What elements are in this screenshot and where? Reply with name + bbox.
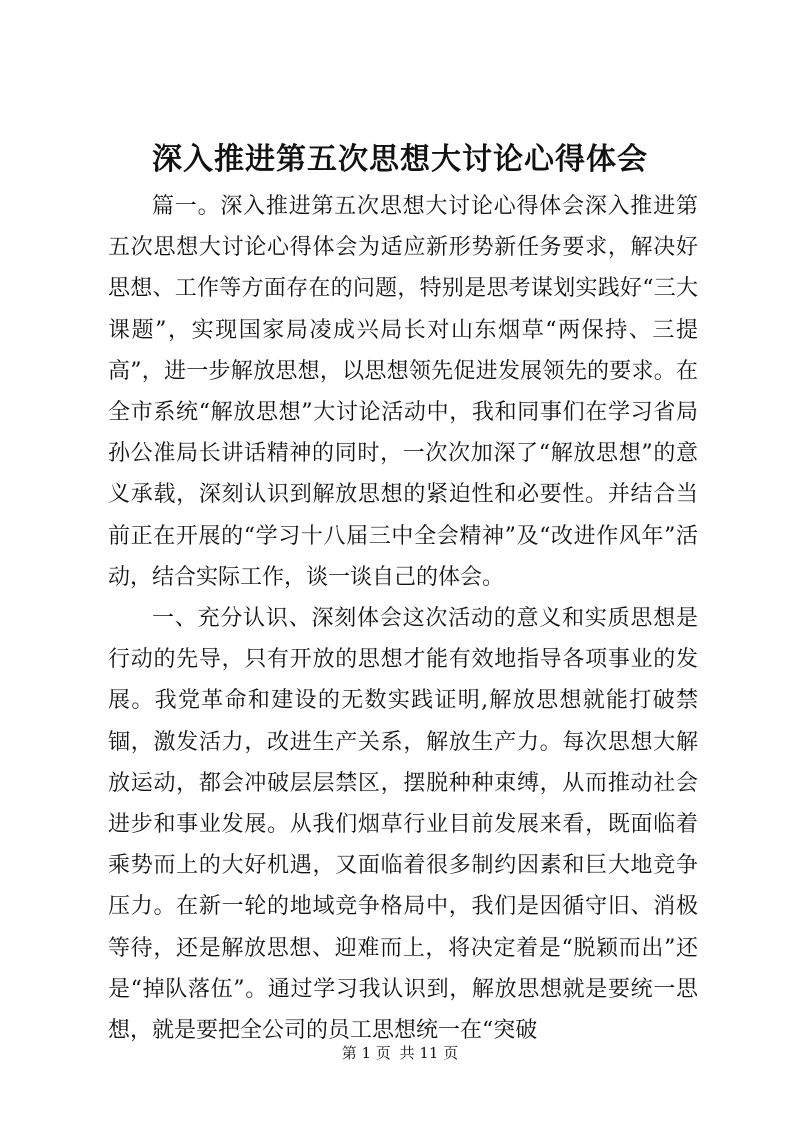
page-number: 第 1 页: [341, 1044, 391, 1062]
document-body: [108, 186, 698, 1051]
paragraph-section-one: 一、充分认识、深刻体会这次活动的意义和实质思想是行动的先导，只有开放的思想才能有效地指导各项事业的发展。我党革命和建设的无数实践证明,解放思想就能打破禁锢，激发活力，改进生产关系，解放生产力。每次思想大解放运动，都会冲破层层禁区，摆脱种种束缚，从而推动社会进步和事业发展。从我们烟草行业目前发展来看，既面临着乘势而上的大好机遇，又面临着很多制约因素和巨大地竞争压力。在新一轮的地域竞争格局中，我们是因循守旧、消极等待，还是解放思想、迎难而上，将决定着是“脱颖而出”还是“掉队落伍”。通过学习我认识到，解放思想就是要统一思想，就是要把全公司的员工思想统一在“突破: [108, 606, 698, 1044]
paragraph-intro: 篇一。深入推进第五次思想大讨论心得体会深入推进第五次思想大讨论心得体会为适应新形势新任务要求，解决好思想、工作等方面存在的问题，特别是思考谋划实践好“三大课题”，实现国家局凌成兴局长对山东烟草“两保持、三提高”，进一步解放思想，以思想领先促进发展领先的要求。在全市系统“解放思想”大讨论活动中，我和同事们在学习省局孙公准局长讲话精神的同时，一次次加深了“解放思想”的意义承载，深刻认识到解放思想的紧迫性和必要性。并结合当前正在开展的“学习十八届三中全会精神”及“改进作风年”活动，结合实际工作，谈一谈自己的体会。: [108, 194, 698, 590]
page-total: 共 11 页: [399, 1044, 459, 1062]
document-title: 深入推进第五次思想大讨论心得体会: [152, 142, 648, 177]
page-footer: [0, 1043, 800, 1063]
